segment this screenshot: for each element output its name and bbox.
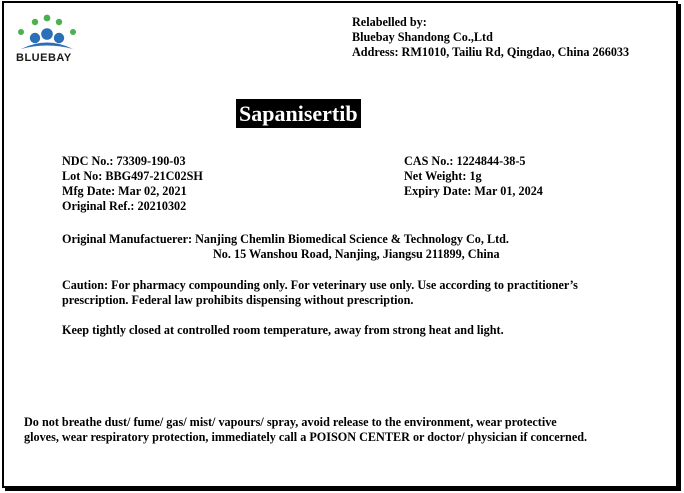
expiry-date: Expiry Date: Mar 01, 2024 <box>404 184 543 198</box>
original-ref: Original Ref.: 20210302 <box>62 199 187 213</box>
caution-line-1: Caution: For pharmacy compounding only. For veterinary use only. Use according to practitioner’s <box>62 278 578 292</box>
hazard-line-1: Do not breathe dust/ fume/ gas/ mist/ vapours/ spray, avoid release to the environment, wear protective <box>24 415 557 429</box>
mfg-date: Mfg Date: Mar 02, 2021 <box>62 184 187 198</box>
relabel-company: Bluebay Shandong Co.,Ltd <box>352 30 493 44</box>
lot-number: Lot No: BBG497-21C02SH <box>62 169 203 183</box>
hazard-block <box>24 415 587 445</box>
details-left <box>62 154 203 214</box>
relabel-address: Address: RM1010, Tailiu Rd, Qingdao, China 266033 <box>352 45 630 59</box>
net-weight: Net Weight: 1g <box>404 169 482 183</box>
product-name: Sapanisertib <box>236 99 361 128</box>
manufacturer-block <box>62 232 509 262</box>
storage-instructions: Keep tightly closed at controlled room temperature, away from strong heat and light. <box>62 323 504 337</box>
caution-line-2: prescription. Federal law prohibits dispensing without prescription. <box>62 293 414 307</box>
cas-number: CAS No.: 1224844-38-5 <box>404 154 526 168</box>
relabel-heading: Relabelled by: <box>352 15 427 29</box>
details-right <box>404 154 543 199</box>
hazard-line-2: gloves, wear respiratory protection, immediately call a POISON CENTER or doctor/ physician if concerned. <box>24 430 588 444</box>
ndc-number: NDC No.: 73309-190-03 <box>62 154 186 168</box>
logo-text: BLUEBAY <box>16 52 72 64</box>
manufacturer-address: No. 15 Wanshou Road, Nanjing, Jiangsu 211899, China <box>213 247 500 261</box>
manufacturer-name: Original Manufactuerer: Nanjing Chemlin Biomedical Science & Technology Co, Ltd. <box>62 232 509 246</box>
caution-block <box>62 278 578 308</box>
relabel-block <box>352 15 629 60</box>
